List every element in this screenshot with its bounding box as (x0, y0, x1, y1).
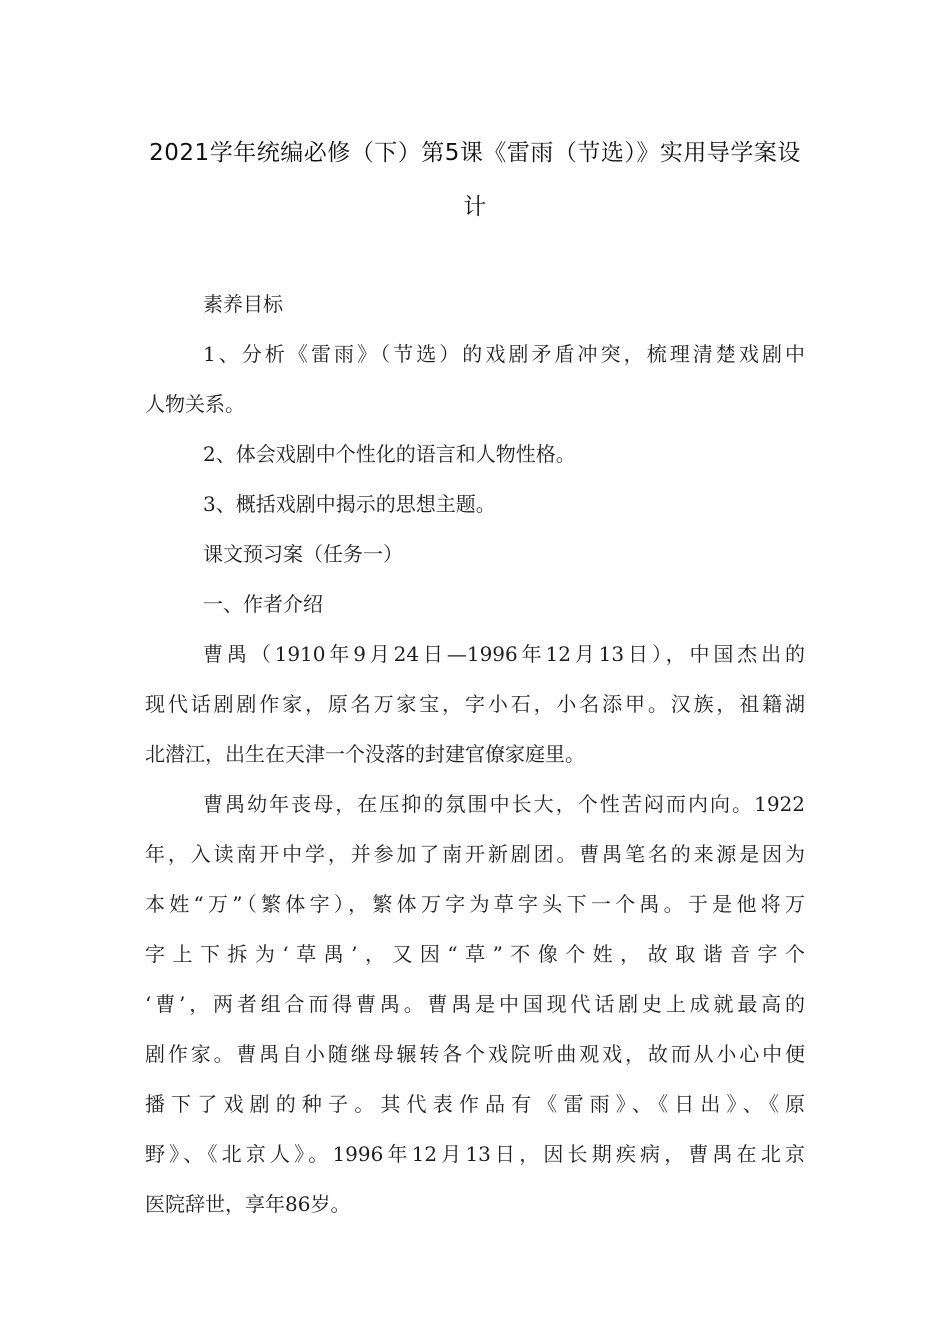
goal-2: 2、体会戏剧中个性化的语言和人物性格。 (203, 442, 576, 466)
author-para-1-line-3: 北潜江，出生在天津一个没落的封建官僚家庭里。 (145, 742, 585, 766)
goal-1-line-1: 1、分析《雷雨》（节选）的戏剧矛盾冲突，梳理清楚戏剧中 (203, 342, 805, 366)
author-para-1-line-1: 曹禺（1910年9月24日—1996年12月13日），中国杰出的 (203, 642, 805, 666)
author-para-2-line-8: 野》、《北京人》。1996年12月13日，因长期疾病，曹禺在北京 (145, 1142, 805, 1166)
section-heading-author: 一、作者介绍 (203, 592, 323, 616)
author-para-2-line-7: 播下了戏剧的种子。其代表作品有《雷雨》、《日出》、《原 (145, 1092, 805, 1116)
author-para-2-line-3: 本姓“万”（繁体字），繁体万字为草字头下一个禺。于是他将万 (145, 892, 805, 916)
section-heading-goals: 素养目标 (203, 292, 283, 316)
document-title-line-2: 计 (463, 194, 487, 220)
section-heading-preview: 课文预习案（任务一） (203, 542, 403, 566)
author-para-2-line-9: 医院辞世，享年86岁。 (145, 1192, 351, 1216)
document-title-line-1: 2021学年统编必修（下）第5课《雷雨（节选）》实用导学案设 (149, 140, 801, 166)
author-para-2-line-1: 曹禺幼年丧母，在压抑的氛围中长大，个性苦闷而内向。1922 (203, 792, 805, 816)
author-para-2-line-6: 剧作家。曹禺自小随继母辗转各个戏院听曲观戏，故而从小心中便 (145, 1042, 805, 1066)
author-para-2-line-2: 年，入读南开中学，并参加了南开新剧团。曹禺笔名的来源是因为 (145, 842, 805, 866)
goal-3: 3、概括戏剧中揭示的思想主题。 (203, 492, 496, 516)
author-para-1-line-2: 现代话剧剧作家，原名万家宝，字小石，小名添甲。汉族，祖籍湖 (145, 692, 805, 716)
author-para-2-line-5: ‘曹’，两者组合而得曹禺。曹禺是中国现代话剧史上成就最高的 (145, 992, 805, 1016)
author-para-2-line-4: 字上下拆为‘草禺’，又因“草”不像个姓，故取谐音字个 (145, 942, 805, 966)
goal-1-line-2: 人物关系。 (145, 392, 245, 416)
